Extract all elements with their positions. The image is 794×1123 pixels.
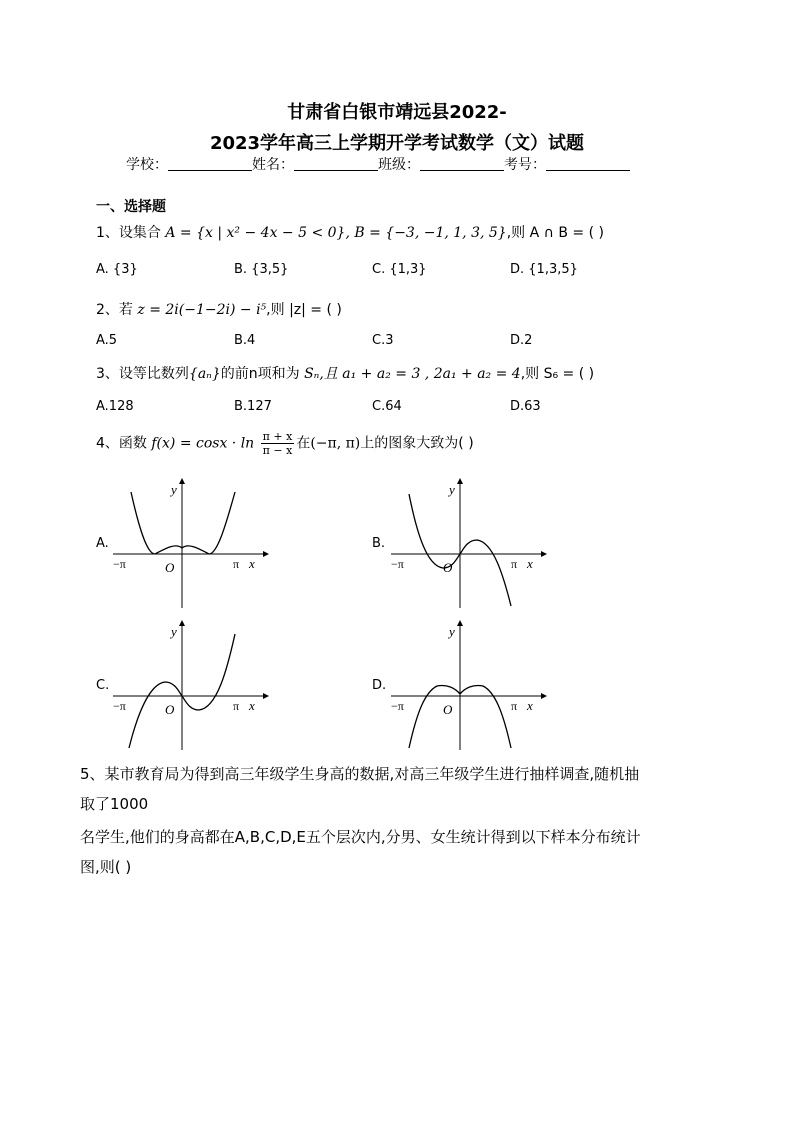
q1-set-a: A = {x | x² − 4x − 5 < 0} bbox=[165, 225, 346, 241]
exam-title-line1: 甘肃省白银市靖远县2022- bbox=[287, 102, 507, 123]
graph-c-x-arrow bbox=[263, 693, 269, 699]
q5-line-1: 5、某市教育局为得到高三年级学生身高的数据,对高三年级学生进行抽样调查,随机抽 bbox=[80, 765, 640, 783]
graph-d-origin: O bbox=[443, 702, 453, 717]
q5-line-3: 名学生,他们的身高都在A,B,C,D,E五个层次内,分男、女生统计得到以下样本分布统计 bbox=[80, 828, 641, 846]
question-4 bbox=[96, 430, 474, 457]
graph-c-pi: π bbox=[233, 699, 240, 713]
q1-set-b: , B = {−3, −1, 1, 3, 5} bbox=[345, 225, 507, 241]
q2-option-b[interactable]: B.4 bbox=[234, 333, 256, 348]
class-field[interactable] bbox=[420, 156, 504, 171]
graph-c-origin: O bbox=[165, 702, 175, 717]
q4-fraction bbox=[261, 430, 295, 457]
number-label: 考号： bbox=[504, 157, 546, 173]
q1-option-c[interactable]: C. {1,3} bbox=[372, 262, 427, 277]
graph-d-neg-pi: −π bbox=[391, 699, 404, 713]
graph-b-y-label: y bbox=[449, 482, 455, 497]
graph-d-y-arrow bbox=[457, 620, 463, 626]
graph-b-label[interactable]: B. bbox=[372, 536, 386, 551]
section-heading: 一、选择题 bbox=[96, 199, 166, 215]
q2-prefix: 2、若 bbox=[96, 302, 133, 318]
number-field[interactable] bbox=[546, 156, 630, 171]
graph-d-x-label: x bbox=[527, 698, 533, 713]
graph-b-pi: π bbox=[511, 557, 518, 571]
graph-d[interactable] bbox=[383, 620, 553, 755]
graph-a-y-label: y bbox=[171, 482, 177, 497]
graph-d-y-label: y bbox=[449, 624, 455, 639]
question-1 bbox=[96, 222, 604, 242]
q3-condition: ,且 a₁ + a₂ = 3 , 2a₁ + a₂ = 4 bbox=[319, 366, 521, 382]
q3-seq: {aₙ} bbox=[188, 366, 221, 382]
q1-option-d[interactable]: D. {1,3,5} bbox=[510, 262, 578, 277]
q4-interval: (−π, π) bbox=[310, 435, 361, 452]
graph-a-label[interactable]: A. bbox=[96, 536, 109, 551]
graph-a-x-label: x bbox=[249, 556, 255, 571]
graph-d-x-arrow bbox=[541, 693, 547, 699]
q2-option-a[interactable]: A.5 bbox=[96, 333, 118, 348]
q4-frac-numerator: π + x bbox=[262, 430, 293, 443]
q2-suffix: ,则 |z| = ( ) bbox=[266, 302, 342, 318]
school-label: 学校： bbox=[126, 157, 168, 173]
graph-a-x-arrow bbox=[263, 551, 269, 557]
q4-mid: 在 bbox=[296, 435, 311, 452]
school-field[interactable] bbox=[168, 156, 252, 171]
graph-a-origin: O bbox=[165, 560, 175, 575]
q3-option-a[interactable]: A.128 bbox=[96, 399, 134, 414]
graph-a-y-arrow bbox=[179, 478, 185, 484]
q2-expr: z = 2i(−1−2i) − i⁵ bbox=[137, 302, 267, 318]
class-label: 班级： bbox=[378, 157, 420, 173]
graph-a-curve bbox=[131, 492, 235, 554]
q1-prefix: 1、设集合 bbox=[96, 225, 161, 241]
q4-frac-denominator: π − x bbox=[262, 444, 293, 457]
graph-d-pi: π bbox=[511, 699, 518, 713]
graph-c-neg-pi: −π bbox=[113, 699, 126, 713]
graph-c-label[interactable]: C. bbox=[96, 678, 110, 693]
graph-a[interactable] bbox=[105, 478, 275, 618]
graph-a-neg-pi: −π bbox=[113, 557, 126, 571]
name-label: 姓名： bbox=[252, 157, 294, 173]
q3-sn: Sₙ bbox=[304, 366, 320, 382]
graph-a-pi: π bbox=[233, 557, 240, 571]
q3-option-c[interactable]: C.64 bbox=[372, 399, 402, 414]
graph-b-x-label: x bbox=[527, 556, 533, 571]
exam-title-line2: 2023学年高三上学期开学考试数学（文）试题 bbox=[209, 133, 585, 154]
graph-b[interactable] bbox=[383, 478, 553, 618]
graph-d-label[interactable]: D. bbox=[372, 678, 387, 693]
student-info-line bbox=[126, 154, 686, 174]
graph-b-y-arrow bbox=[457, 478, 463, 484]
q3-option-b[interactable]: B.127 bbox=[234, 399, 272, 414]
q4-prefix: 4、函数 bbox=[96, 435, 147, 452]
q3-suffix: ,则 S₆ = ( ) bbox=[520, 366, 595, 382]
q2-option-c[interactable]: C.3 bbox=[372, 333, 394, 348]
graph-b-origin: O bbox=[443, 560, 453, 575]
q4-func: f(x) = cosx · ln bbox=[151, 435, 255, 452]
q3-option-d[interactable]: D.63 bbox=[510, 399, 541, 414]
q1-suffix: ,则 A ∩ B = ( ) bbox=[506, 225, 604, 241]
q5-line-2: 取了1000 bbox=[80, 795, 149, 813]
graph-c-y-arrow bbox=[179, 620, 185, 626]
graph-b-neg-pi: −π bbox=[391, 557, 404, 571]
name-field[interactable] bbox=[294, 156, 378, 171]
q3-prefix: 3、设等比数列 bbox=[96, 366, 189, 382]
graph-c-y-label: y bbox=[171, 624, 177, 639]
q5-line-4: 图,则( ) bbox=[80, 858, 132, 876]
question-3 bbox=[96, 363, 594, 383]
q1-option-a[interactable]: A. {3} bbox=[96, 262, 138, 277]
graph-b-x-arrow bbox=[541, 551, 547, 557]
q3-mid: 的前n项和为 bbox=[220, 366, 300, 382]
q2-option-d[interactable]: D.2 bbox=[510, 333, 533, 348]
graph-c[interactable] bbox=[105, 620, 275, 755]
graph-c-x-label: x bbox=[249, 698, 255, 713]
question-2 bbox=[96, 299, 342, 319]
q1-option-b[interactable]: B. {3,5} bbox=[234, 262, 289, 277]
q4-suffix: 上的图象大致为( ) bbox=[360, 435, 474, 452]
